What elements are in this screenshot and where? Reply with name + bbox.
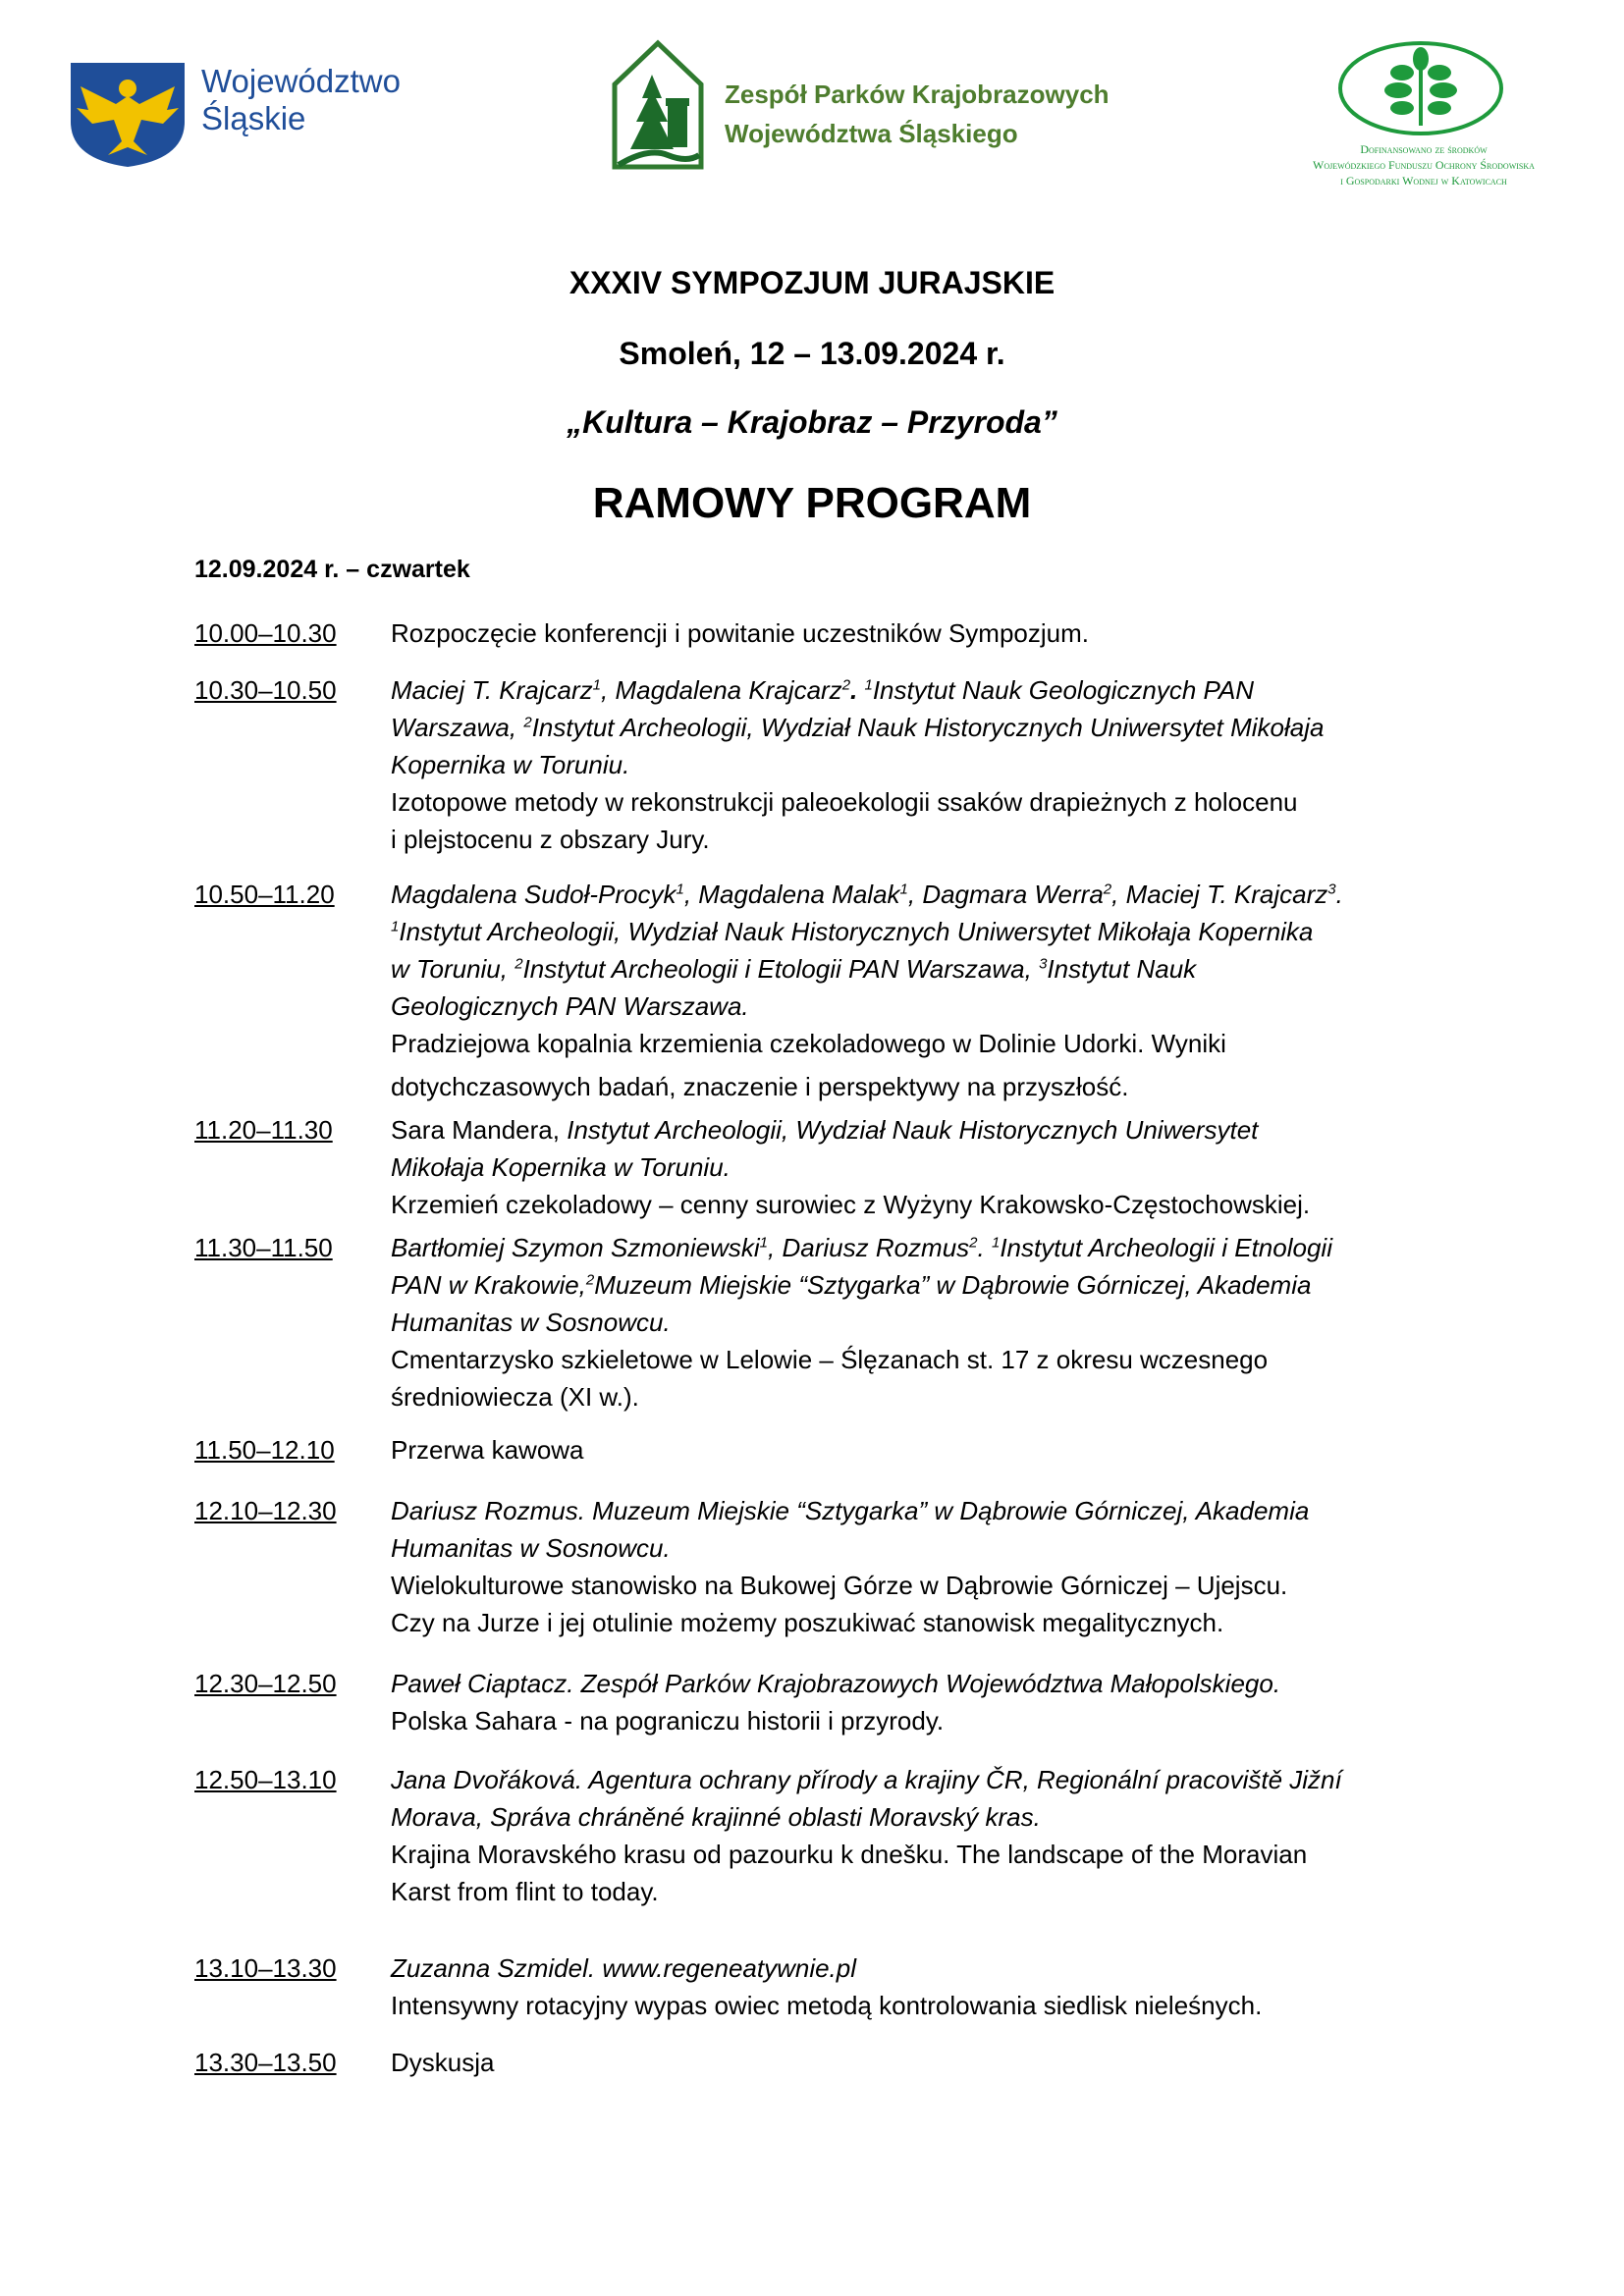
time-slot: 10.30–10.50 — [194, 675, 337, 705]
author-name: , Magdalena Malak — [683, 880, 900, 909]
funding-note-line-1: Dofinansowano ze środków — [1360, 142, 1488, 156]
talk-title-line: Polska Sahara - na pograniczu historii i przyrody. — [391, 1706, 945, 1735]
time-slot: 12.30–12.50 — [194, 1669, 337, 1698]
affiliation: w Toruniu, — [391, 954, 515, 984]
affiliation: Instytut Archeologii i Etnologii — [1000, 1233, 1332, 1262]
parks-name — [725, 75, 1110, 153]
talk-title-line: Karst from flint to today. — [391, 1877, 659, 1906]
entry-text: Rozpoczęcie konferencji i powitanie uczestników Sympozjum. — [391, 618, 1089, 648]
separator: . — [1335, 880, 1343, 909]
author-name: Magdalena Sudoł-Procyk — [391, 880, 677, 909]
region-name-line-2: Śląskie — [201, 100, 306, 136]
affiliation-mark: 2 — [969, 1234, 978, 1252]
author-name: Bartłomiej Szymon Szmoniewski — [391, 1233, 760, 1262]
talk-title-line: i plejstocenu z obszary Jury. — [391, 825, 710, 854]
author-name: , Maciej T. Krajcarz — [1111, 880, 1328, 909]
separator: , — [601, 675, 616, 705]
affiliation-mark: 1 — [592, 676, 601, 694]
affiliation-mark: 1 — [899, 881, 908, 898]
region-name-line-1: Województwo — [201, 63, 401, 99]
affiliation: Instytut Archeologii i Etologii PAN Warszawa, — [522, 954, 1040, 984]
authors-line — [391, 1229, 1471, 1266]
park-tower-tree-icon — [609, 39, 707, 177]
affiliation: Muzeum Miejskie “Sztygarka” w Dąbrowie Górniczej, Akademia — [594, 1270, 1312, 1300]
affiliation: Instytut Nauk Geologicznych PAN — [872, 675, 1255, 705]
motto: „Kultura – Krajobraz – Przyroda” — [567, 404, 1057, 440]
talk-title-line: Pradziejowa kopalnia krzemienia czekoladowego w Dolinie Udorki. Wyniki — [391, 1029, 1226, 1058]
talk-title-line: średniowiecza (XI w.). — [391, 1382, 639, 1412]
affiliation-mark: 3 — [1039, 955, 1048, 973]
affiliation-line: Humanitas w Sosnowcu. — [391, 1308, 671, 1337]
affiliation-line: Kopernika w Toruniu. — [391, 750, 630, 779]
author-name: Maciej T. Krajcarz — [391, 675, 593, 705]
affiliation-mark: 1 — [991, 1234, 1001, 1252]
time-slot: 11.20–11.30 — [194, 1115, 333, 1145]
affiliation-line — [391, 950, 1471, 988]
affiliation-line: Geologicznych PAN Warszawa. — [391, 991, 749, 1021]
separator: . — [977, 1233, 992, 1262]
time-slot: 11.30–11.50 — [194, 1233, 333, 1262]
author-name: , Dagmara Werra — [907, 880, 1104, 909]
authors-line — [391, 876, 1471, 913]
parks-name-line-2: Województwa Śląskiego — [725, 119, 1018, 148]
affiliation-line — [391, 913, 1471, 950]
talk-title-line: Krzemień czekoladowy – cenny surowiec z Wyżyny Krakowsko-Częstochowskiej. — [391, 1190, 1311, 1219]
talk-title-line: Izotopowe metody w rekonstrukcji paleoekologii ssaków drapieżnych z holocenu — [391, 787, 1298, 817]
talk-title-line: Cmentarzysko szkieletowe w Lelowie – Ślęzanach st. 17 z okresu wczesnego — [391, 1345, 1269, 1374]
talk-title-line: Czy na Jurze i jej otulinie możemy poszukiwać stanowisk megalitycznych. — [391, 1608, 1224, 1637]
time-slot: 10.50–11.20 — [194, 880, 335, 909]
affiliation-mark: 1 — [676, 881, 684, 898]
time-slot: 11.50–12.10 — [194, 1435, 335, 1465]
authors-line: Humanitas w Sosnowcu. — [391, 1533, 671, 1563]
talk-title-line: Intensywny rotacyjny wypas owiec metodą kontrolowania siedlisk nieleśnych. — [391, 1991, 1263, 2020]
wfos-logo — [1276, 39, 1571, 206]
affiliation: Instytut Archeologii, Wydział Nauk Historycznych Uniwersytet Mikołaja — [531, 713, 1325, 742]
entry-text: Przerwa kawowa — [391, 1435, 584, 1465]
region-name — [201, 63, 401, 137]
talk-title-line: dotychczasowych badań, znaczenie i perspektywy na przyszłość. — [391, 1072, 1129, 1101]
talk-title-line: Krajina Moravského krasu od pazourku k dnešku. The landscape of the Moravian — [391, 1840, 1308, 1869]
day-heading: 12.09.2024 r. – czwartek — [194, 556, 470, 583]
funding-note-line-2: Wojewódzkiego Funduszu Ochrony Środowiska — [1313, 158, 1535, 172]
affiliation-mark: 2 — [523, 714, 532, 731]
time-slot: 12.10–12.30 — [194, 1496, 337, 1525]
funding-note — [1276, 141, 1571, 188]
affiliation-mark: 3 — [1327, 881, 1336, 898]
authors-line: Dariusz Rozmus. Muzeum Miejskie “Sztygarka” w Dąbrowie Górniczej, Akademia — [391, 1496, 1310, 1525]
author-name: Sara Mandera, — [391, 1115, 568, 1145]
leaf-emblem-icon — [1337, 39, 1504, 137]
affiliation: Warszawa, — [391, 713, 524, 742]
authors-line: Paweł Ciaptacz. Zespół Parków Krajobrazowych Województwa Małopolskiego. — [391, 1669, 1281, 1698]
author-name: Magdalena Krajcarz — [615, 675, 842, 705]
event-title: XXXIV SYMPOZJUM JURAJSKIE — [568, 265, 1056, 300]
place-date: Smoleń, 12 – 13.09.2024 r. — [619, 336, 1005, 371]
affiliation-mark: 2 — [514, 955, 523, 973]
affiliation-mark: 2 — [1103, 881, 1112, 898]
entry-text: Dyskusja — [391, 2048, 495, 2077]
separator: . — [850, 675, 865, 705]
affiliation-mark: 1 — [759, 1234, 769, 1252]
affiliation-line — [391, 709, 1471, 746]
slaskie-logo — [69, 61, 422, 169]
authors-line: Jana Dvořáková. Agentura ochrany přírody a krajiny ČR, Regionální pracoviště Jižní — [391, 1765, 1342, 1794]
funding-note-line-3: i Gospodarki Wodnej w Katowicach — [1340, 174, 1507, 187]
time-slot: 13.10–13.30 — [194, 1953, 337, 1983]
affiliation-mark: 1 — [864, 676, 873, 694]
time-slot: 13.30–13.50 — [194, 2048, 337, 2077]
affiliation-line: Mikołaja Kopernika w Toruniu. — [391, 1152, 731, 1182]
parks-name-line-1: Zespół Parków Krajobrazowych — [725, 80, 1110, 109]
authors-line — [391, 671, 1471, 709]
affiliation: Instytut Archeologii, Wydział Nauk Historycznych Uniwersytet Mikołaja Kopernika — [399, 917, 1314, 946]
slaskie-eagle-shield-icon — [69, 61, 187, 169]
affiliation: Instytut Archeologii, Wydział Nauk Historycznych Uniwersytet — [567, 1115, 1259, 1145]
authors-line: Morava, Správa chráněné krajinné oblasti Moravský kras. — [391, 1802, 1041, 1832]
authors-line — [391, 1111, 1471, 1148]
affiliation: Instytut Nauk — [1047, 954, 1197, 984]
parks-logo — [609, 39, 1159, 177]
time-slot: 10.00–10.30 — [194, 618, 337, 648]
affiliation: PAN w Krakowie, — [391, 1270, 586, 1300]
authors-line: Zuzanna Szmidel. www.regeneatywnie.pl — [391, 1953, 857, 1983]
affiliation-mark: 1 — [391, 918, 400, 935]
affiliation-mark: 2 — [841, 676, 851, 694]
affiliation-line — [391, 1266, 1471, 1304]
talk-title-line: Wielokulturowe stanowisko na Bukowej Górze w Dąbrowie Górniczej – Ujejscu. — [391, 1571, 1288, 1600]
affiliation-mark: 2 — [585, 1271, 595, 1289]
author-name: , Dariusz Rozmus — [768, 1233, 970, 1262]
time-slot: 12.50–13.10 — [194, 1765, 337, 1794]
program-heading: RAMOWY PROGRAM — [592, 479, 1032, 527]
